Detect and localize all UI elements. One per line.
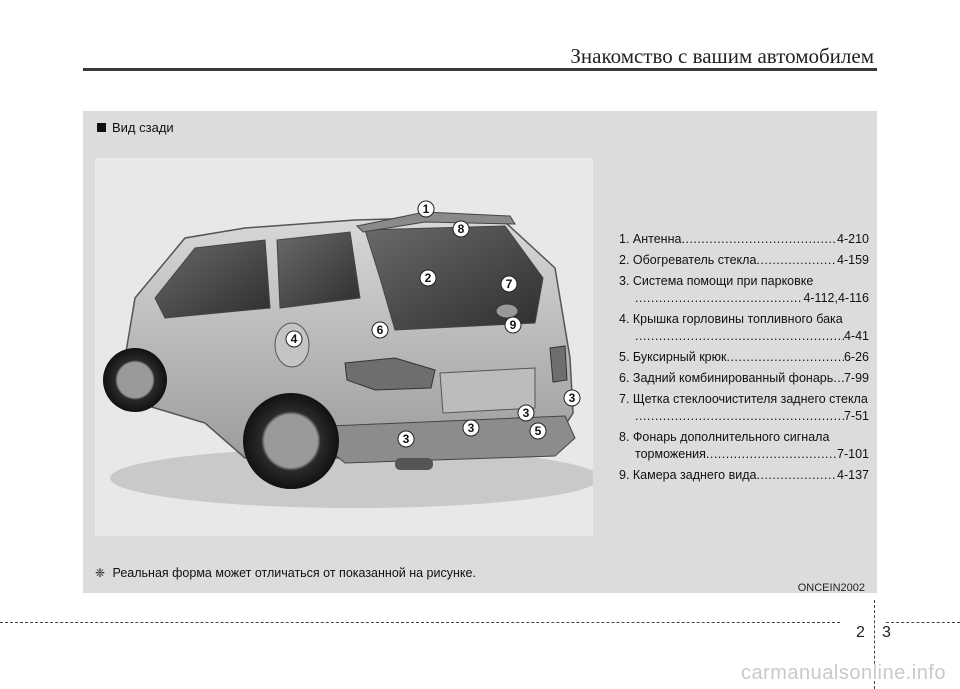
header-rule [83,68,877,71]
tail-light-right [550,346,567,382]
watermark: carmanualsonline.info [740,662,946,684]
callout-8 [453,221,469,237]
page-number-page: 3 [882,624,891,641]
svg-text:1: 1 [422,202,430,216]
legend-list [619,231,869,488]
svg-text:3: 3 [467,421,475,435]
svg-text:8: 8 [457,222,465,236]
car-rear-view-svg [95,158,593,536]
legend-item [619,273,869,307]
legend-line: ..... 7-51 [619,408,869,425]
legend-line: 1. Антенна ..... 4-210 [619,231,869,248]
legend-item [619,252,869,269]
legend-line: торможения ..... 7-101 [619,446,869,463]
footnote [95,566,476,580]
legend-line: ..... 4-112,4-116 [619,290,869,307]
page-number-chapter: 2 [856,624,865,641]
legend-item [619,467,869,484]
side-window [155,240,270,318]
section-title-text: Вид сзади [112,120,174,135]
square-bullet-icon [97,123,106,132]
svg-text:2: 2 [424,271,432,285]
legend-item [619,349,869,366]
svg-text:4: 4 [290,332,298,346]
bottom-rule-right [886,622,960,623]
legend-line: 3. Система помощи при парковке [619,274,814,288]
exhaust-pipe [395,458,433,470]
callout-3a [398,431,414,447]
callout-7 [501,276,517,292]
callout-3b [463,420,479,436]
tailgate-plate [440,368,535,413]
footnote-symbol-icon: ❈ [95,566,106,580]
section-title [97,120,174,135]
car-illustration [95,158,593,536]
svg-text:7: 7 [505,277,513,291]
legend-line: 9. Камера заднего вида ..... 4-137 [619,467,869,484]
legend-item [619,311,869,345]
legend-item [619,391,869,425]
svg-text:9: 9 [509,318,517,332]
svg-text:3: 3 [402,432,410,446]
legend-line: 8. Фонарь дополнительного сигнала [619,430,830,444]
legend-line: 4. Крышка горловины топливного бака [619,312,843,326]
callout-3d [564,390,580,406]
callout-4 [286,331,302,347]
brand-emblem [496,304,518,318]
legend-item [619,429,869,463]
legend-item [619,370,869,387]
callout-2 [420,270,436,286]
rear-wheel [243,393,339,489]
callout-6 [372,322,388,338]
image-code: ONCEIN2002 [797,582,865,594]
svg-text:6: 6 [376,323,384,337]
content-panel [83,111,877,593]
callout-3c [518,405,534,421]
callout-1 [418,201,434,217]
legend-line: 6. Задний комбинированный фонарь ..... 7-99 [619,370,869,387]
legend-line: 2. Обогреватель стекла ..... 4-159 [619,252,869,269]
front-wheel [103,348,167,412]
legend-line: 5. Буксирный крюк ..... 6-26 [619,349,869,366]
callout-9 [505,317,521,333]
legend-line: 7. Щетка стеклоочистителя заднего стекла [619,392,868,406]
callout-5 [530,423,546,439]
svg-text:5: 5 [534,424,542,438]
footnote-text: Реальная форма может отличаться от показанной на рисунке. [112,566,476,580]
svg-text:3: 3 [568,391,576,405]
rear-side-window [277,232,360,308]
svg-text:3: 3 [522,406,530,420]
header-title: Знакомство с вашим автомобилем [570,44,874,68]
legend-line: ..... 4-41 [619,328,869,345]
legend-item [619,231,869,248]
bottom-rule-left [0,622,840,623]
